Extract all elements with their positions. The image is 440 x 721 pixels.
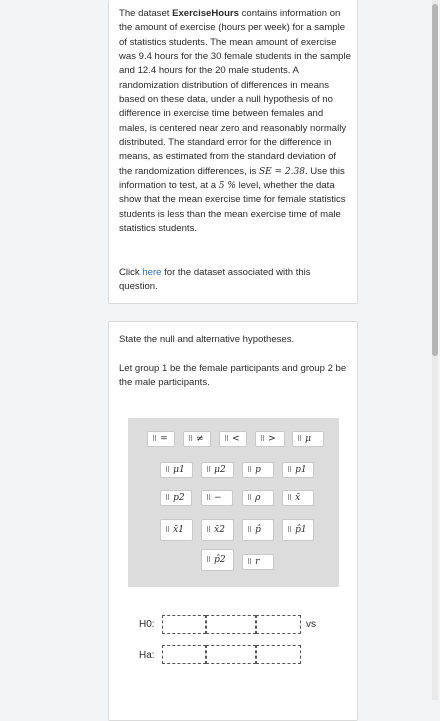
symbol-palette bbox=[128, 418, 339, 587]
h0-drop-zone-3[interactable] bbox=[256, 615, 301, 634]
drag-handle-icon: ⠿ bbox=[247, 557, 252, 566]
h0-drop-zone-2[interactable] bbox=[206, 615, 256, 634]
tile-x-bar-1[interactable]: ⠿ x̄1 bbox=[160, 519, 193, 541]
question-card bbox=[108, 321, 358, 721]
drag-handle-icon: ⠿ bbox=[206, 525, 211, 534]
problem-card bbox=[108, 0, 358, 304]
tile-mu1[interactable]: ⠿ μ1 bbox=[160, 462, 193, 478]
tile-p-hat-1[interactable]: ⠿ p̂1 bbox=[282, 519, 314, 541]
tile-minus[interactable]: ⠿ − bbox=[201, 490, 233, 506]
drag-handle-icon: ⠿ bbox=[287, 525, 292, 534]
group-definition: Let group 1 be the female participants and group 2 be the male participants. bbox=[119, 363, 347, 389]
drag-handle-icon: ⠿ bbox=[165, 525, 170, 534]
tile-equals[interactable]: ⠿ = bbox=[147, 431, 175, 447]
dataset-link[interactable]: here bbox=[142, 267, 162, 278]
tile-p1[interactable]: ⠿ p1 bbox=[282, 462, 314, 478]
drag-handle-icon: ⠿ bbox=[287, 465, 292, 474]
drag-handle-icon: ⠿ bbox=[206, 465, 211, 474]
drag-handle-icon: ⠿ bbox=[247, 525, 252, 534]
ha-drop-zone-3[interactable] bbox=[256, 645, 301, 664]
drag-handle-icon: ⠿ bbox=[224, 434, 229, 443]
tile-p-hat[interactable]: ⠿ p̂ bbox=[242, 519, 274, 541]
drag-handle-icon: ⠿ bbox=[165, 493, 170, 502]
alternative-hypothesis-label: Ha: bbox=[139, 650, 155, 661]
tile-greater-than[interactable]: ⠿ > bbox=[255, 431, 285, 447]
h0-drop-zone-1[interactable] bbox=[162, 615, 206, 634]
tile-less-than[interactable]: ⠿ < bbox=[219, 431, 247, 447]
dataset-link-line bbox=[119, 266, 351, 295]
tile-mu[interactable]: ⠿ μ bbox=[292, 431, 324, 447]
dataset-name: ExerciseHours bbox=[172, 8, 239, 19]
question-prompt: State the null and alternative hypotheses. bbox=[119, 334, 295, 345]
tile-rho[interactable]: ⠿ ρ bbox=[242, 490, 274, 506]
drag-handle-icon: ⠿ bbox=[247, 465, 252, 474]
tile-mu2[interactable]: ⠿ μ2 bbox=[201, 462, 234, 478]
tile-not-equal[interactable]: ⠿ ≠ bbox=[183, 431, 211, 447]
null-hypothesis-label: H0: bbox=[139, 619, 155, 630]
drag-handle-icon: ⠿ bbox=[165, 465, 170, 474]
scrollbar-thumb[interactable] bbox=[432, 4, 438, 356]
drag-handle-icon: ⠿ bbox=[152, 434, 157, 443]
drag-handle-icon: ⠿ bbox=[206, 555, 211, 564]
drag-handle-icon: ⠿ bbox=[188, 434, 193, 443]
problem-text-1: contains information on the amount of exercise (hours per week) for a sample of statistics students. The mean amount of exercise was 9.4 hours for the 30 female students in the sample and 12.4 hours for the 20 male students. A randomization distribution of differences in means based on these data, under a null hypothesis of no difference in exercise time between females and males, is centered near zero and reasonably normally distributed. The standard error for the difference in means, as estimated from the standard deviation of the randomization differences, is bbox=[119, 8, 351, 177]
ha-drop-zone-1[interactable] bbox=[162, 645, 206, 664]
problem-intro: The dataset bbox=[119, 8, 170, 19]
click-suffix: for the dataset associated with this question. bbox=[119, 267, 311, 293]
drag-handle-icon: ⠿ bbox=[287, 493, 292, 502]
tile-p[interactable]: ⠿ p bbox=[242, 462, 274, 478]
drag-handle-icon: ⠿ bbox=[297, 434, 302, 443]
click-prefix: Click bbox=[119, 267, 140, 278]
tile-p-hat-2[interactable]: ⠿ p̂2 bbox=[201, 549, 234, 571]
tile-r[interactable]: ⠿ r bbox=[242, 554, 274, 570]
se-expression: SE = 2.38 bbox=[258, 166, 305, 177]
problem-statement bbox=[119, 7, 351, 236]
ha-drop-zone-2[interactable] bbox=[206, 645, 256, 664]
problem-text-2: . Use this information to test, at a bbox=[119, 165, 345, 191]
drag-handle-icon: ⠿ bbox=[260, 434, 265, 443]
vs-label: vs bbox=[306, 619, 316, 630]
page-scrollbar[interactable] bbox=[432, 0, 438, 700]
alpha-expression: 5 % bbox=[218, 180, 236, 191]
tile-x-bar-2[interactable]: ⠿ x̄2 bbox=[201, 519, 234, 541]
tile-x-bar[interactable]: ⠿ x̄ bbox=[282, 490, 314, 506]
drag-handle-icon: ⠿ bbox=[247, 493, 252, 502]
drag-handle-icon: ⠿ bbox=[206, 493, 211, 502]
tile-p2[interactable]: ⠿ p2 bbox=[160, 490, 192, 506]
problem-text-3: level, whether the data show that the mean exercise time for female statistics students is less than the mean exercise time of male statistics students. bbox=[119, 179, 346, 234]
